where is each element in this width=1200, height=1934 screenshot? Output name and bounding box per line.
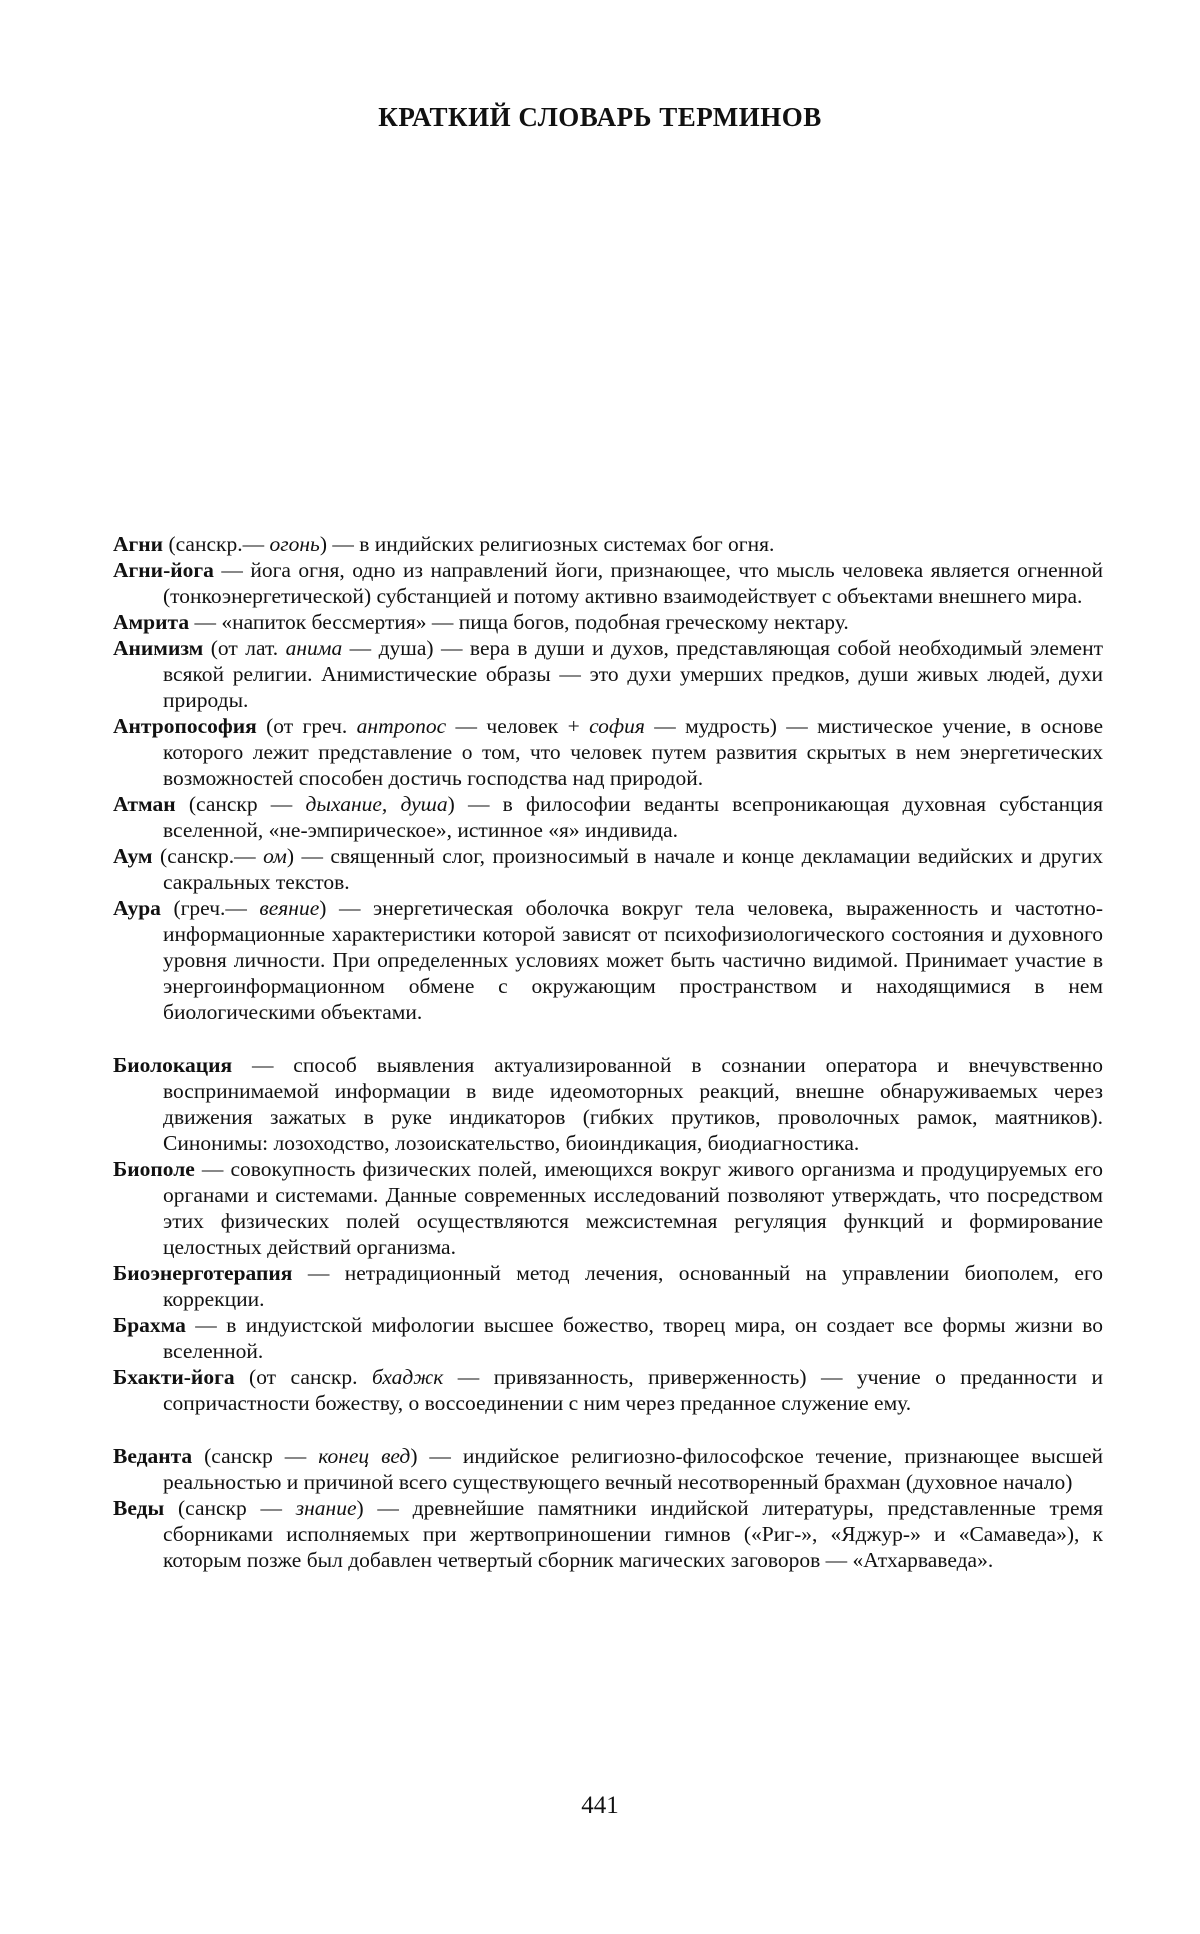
- entry-term: Агни-йога: [113, 558, 214, 582]
- entry-term: Биолокация: [113, 1053, 232, 1077]
- entry-term: Веданта: [113, 1444, 192, 1468]
- glossary-entry: Биоэнерготерапия — нетрадиционный метод лечения, основанный на управлении биополем, его коррекции.: [113, 1260, 1103, 1312]
- glossary-entry: Брахма — в индуистской мифологии высшее божество, творец мира, он создает все формы жизни во вселенной.: [113, 1312, 1103, 1364]
- glossary-entry: Анимизм (от лат. анима — душа) — вера в души и духов, представляющая собой необходимый элемент всякой религии. Анимистические образы — это духи умерших предков, души живых людей, духи природы.: [113, 635, 1103, 713]
- glossary-entry: Агни (санскр.— огонь) — в индийских религиозных системах бог огня.: [113, 531, 1103, 557]
- glossary-entry: Аум (санскр.— ом) — священный слог, произносимый в начале и конце декламации ведийских и других сакральных текстов.: [113, 843, 1103, 895]
- entry-term: Аум: [113, 844, 153, 868]
- entry-term: Брахма: [113, 1313, 186, 1337]
- entry-term: Амрита: [113, 610, 189, 634]
- glossary-entry: Антропософия (от греч. антропос — человек + софия — мудрость) — мистическое учение, в основе которого лежит представление о том, что человек путем развития скрытых в нем энергетических возможностей способен достичь господства над природой.: [113, 713, 1103, 791]
- glossary-entry: Аура (греч.— веяние) — энергетическая оболочка вокруг тела человека, выраженность и частотно-информационные характеристики которой зависят от психофизиологического состояния и духовного уровня личности. При определенных условиях может быть частично видимой. Принимает участие в энергоинформационном обмене с окружающим пространством и находящимися в нем биологическими объектами.: [113, 895, 1103, 1025]
- entry-term: Атман: [113, 792, 176, 816]
- entry-term: Бхакти-йога: [113, 1365, 235, 1389]
- entry-term: Биополе: [113, 1157, 195, 1181]
- glossary-entry: Биополе — совокупность физических полей, имеющихся вокруг живого организма и продуцируемых его органами и системами. Данные современных исследований позволяют утверждать, что посредством этих физических полей осуществляются межсистемная регуляция функций и формирование целостных действий организма.: [113, 1156, 1103, 1260]
- entry-term: Аура: [113, 896, 161, 920]
- entry-term: Анимизм: [113, 636, 203, 660]
- glossary-entries: [113, 531, 1103, 1573]
- page-title: КРАТКИЙ СЛОВАРЬ ТЕРМИНОВ: [0, 102, 1200, 133]
- glossary-entry: Веды (санскр — знание) — древнейшие памятники индийской литературы, представленные тремя сборниками исполняемых при жертвоприношении гимнов («Риг-», «Яджур-» и «Самаведа»), к которым позже был добавлен четвертый сборник магических заговоров — «Атхарваведа».: [113, 1495, 1103, 1573]
- glossary-entry: Атман (санскр — дыхание, душа) — в философии веданты всепроникающая духовная субстанция вселенной, «не-эмпирическое», истинное «я» индивида.: [113, 791, 1103, 843]
- glossary-entry: Веданта (санскр — конец вед) — индийское религиозно-философское течение, признающее высшей реальностью и причиной всего существующего вечный несотворенный брахман (духовное начало): [113, 1443, 1103, 1495]
- glossary-entry: Амрита — «напиток бессмертия» — пища богов, подобная греческому нектару.: [113, 609, 1103, 635]
- entry-term: Биоэнерготерапия: [113, 1261, 292, 1285]
- glossary-entry: Биолокация — способ выявления актуализированной в сознании оператора и внечувственно воспринимаемой информации в виде идеомоторных реакций, внешне обнаруживаемых через движения зажатых в руке индикаторов (гибких прутиков, проволочных рамок, маятников). Синонимы: лозоходство, лозоискательство, биоиндикация, биодиагностика.: [113, 1052, 1103, 1156]
- entry-term: Веды: [113, 1496, 164, 1520]
- page-number: 441: [0, 1792, 1200, 1820]
- entry-term: Антропософия: [113, 714, 257, 738]
- glossary-entry: Бхакти-йога (от санскр. бхаджк — привязанность, приверженность) — учение о преданности и сопричастности божеству, о воссоединении с ним через преданное служение ему.: [113, 1364, 1103, 1416]
- glossary-entry: Агни-йога — йога огня, одно из направлений йоги, признающее, что мысль человека является огненной (тонкоэнергетической) субстанцией и потому активно взаимодействует с объектами внешнего мира.: [113, 557, 1103, 609]
- entry-term: Агни: [113, 532, 163, 556]
